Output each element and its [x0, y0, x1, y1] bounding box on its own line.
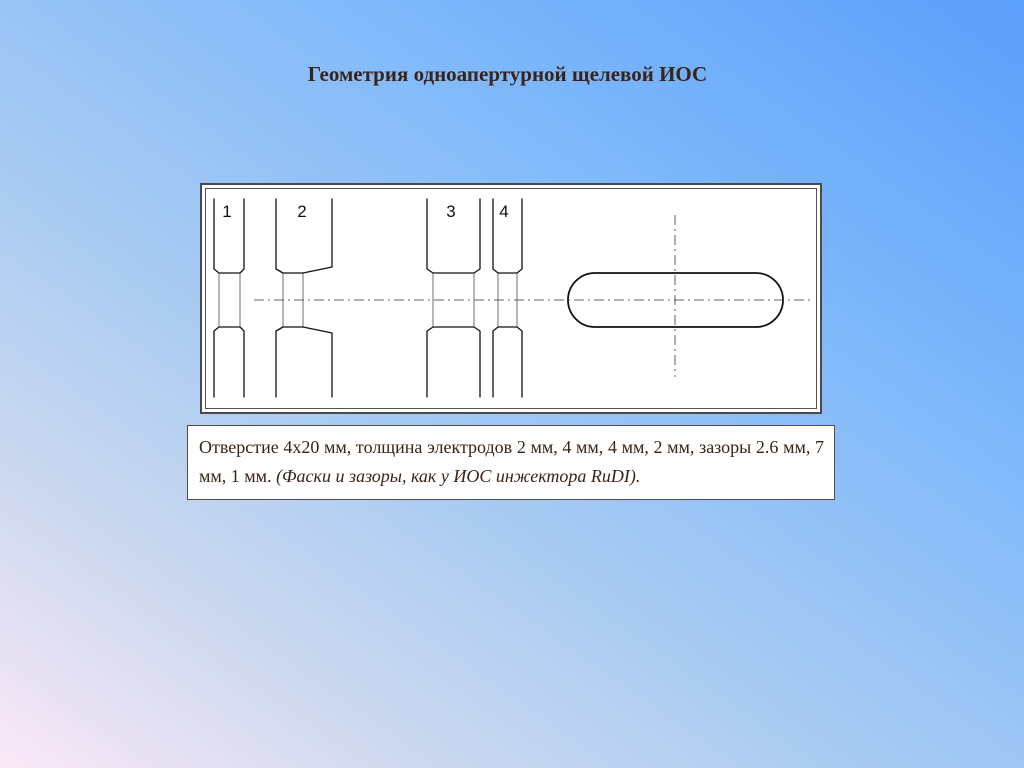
- diagram-canvas: [205, 188, 817, 409]
- slide-title: Геометрия одноапертурной щелевой ИОС: [307, 62, 708, 86]
- caption-italic-note: (Фаски и зазоры, как у ИОС инжектора RuDI).: [276, 466, 641, 486]
- electrode-label-4: 4: [499, 202, 509, 221]
- electrode-1-drawing: [214, 199, 244, 397]
- electrode-label-1: 1: [222, 202, 232, 221]
- caption-text: Отверстие 4х20 мм, толщина электродов 2 мм, 4 мм, 4 мм, 2 мм, зазоры 2.6 мм, 7 мм, 1 мм.: [199, 437, 824, 486]
- ion-optics-diagram: [200, 183, 822, 414]
- caption-box: [187, 425, 835, 500]
- electrode-label-3: 3: [446, 202, 456, 221]
- electrode-3-drawing: [427, 199, 480, 397]
- electrode-2-drawing: [276, 199, 332, 397]
- electrode-geometry-svg: [206, 189, 816, 408]
- electrode-4-drawing: [493, 199, 522, 397]
- electrode-label-2: 2: [297, 202, 307, 221]
